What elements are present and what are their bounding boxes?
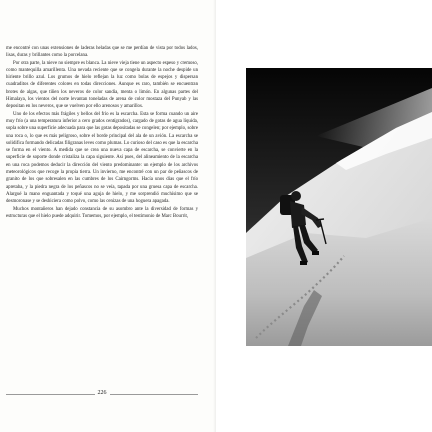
page-number [0,389,204,397]
mountaineer-photo [246,68,432,346]
paragraph-4: Muchos montañeros han dejado constancia de su asombro ante la diversidad de formas y estructuras que el hielo puede adquirir. Tomemos, por ejemplo, el testimonio de Marc Bourrit, [6,206,198,219]
page-number-text: 226 [95,390,110,396]
paragraph-2: Por otra parte, la nieve no siempre es blanca. La nieve vieja tiene un aspecto espeso y cremoso, como mantequilla amarillenta. Una nevada reciente que se congela durante la noche despide un hiriente brillo azul. Los grumos de hielo reflejan la luz como bolas de espejos y dispersan cuadraditos de diferentes colores en todas direcciones. Aunque es raro, también se encuentran brotes de algas, que tiñen los neveros de color sandía, menta o limón. En algunas partes del Himalaya, los vientos del norte levantan toneladas de arena de color mostaza del Punyab y las depositan en los neveros, que se vuelven por ello arenosos y amarillos. [6,60,198,110]
paragraph-1: me encontré con unas extensiones de laderas heladas que se me perdían de vista por todos lados, lisas, duras y brillantes como la porcelana. [6,46,198,59]
paragraph-3: Uno de los efectos más frágiles y bellos del frío es la escarcha. Esta se forma cuando un aire muy frío (a una temperatura inferior a cero grados centígrados), cargado de gotas de agua líquida, sopla sobre una superficie adecuada para que las gotas depositadas se congelen; por ejemplo, sobre una roca o, lo que es más peligroso, sobre el borde principal del ala de un avión. La escarcha se solidifica formando delicadas filigranas leves como plumas. Lo curioso del caso es que la escarcha se forma en el viento. A medida que se crea una nueva capa de escarcha, se convierte en la superficie de soporte donde cristaliza la capa siguiente. Así pues, del alineamiento de la escarcha en una roca podemos deducir la dirección del viento predominante: un ejemplo de los archivos meteorológicos que recoge la propia tierra. Un invierno, me encontré con un par de peñascos de granito de los que sobresalen en las cumbres de los Cairngorms. Hacía unos días que el frío apretaba, y la piedra negra de los peñascos no se veía, tapada por una gruesa capa de escarcha. Alargué la mano enguantada y toqué una aguja de hielo, y me sorprendió muchísimo que se desmoronase y se deshiciera como polvo, como las cenizas de una hoguera apagada. [6,111,198,205]
body-text [6,45,198,381]
